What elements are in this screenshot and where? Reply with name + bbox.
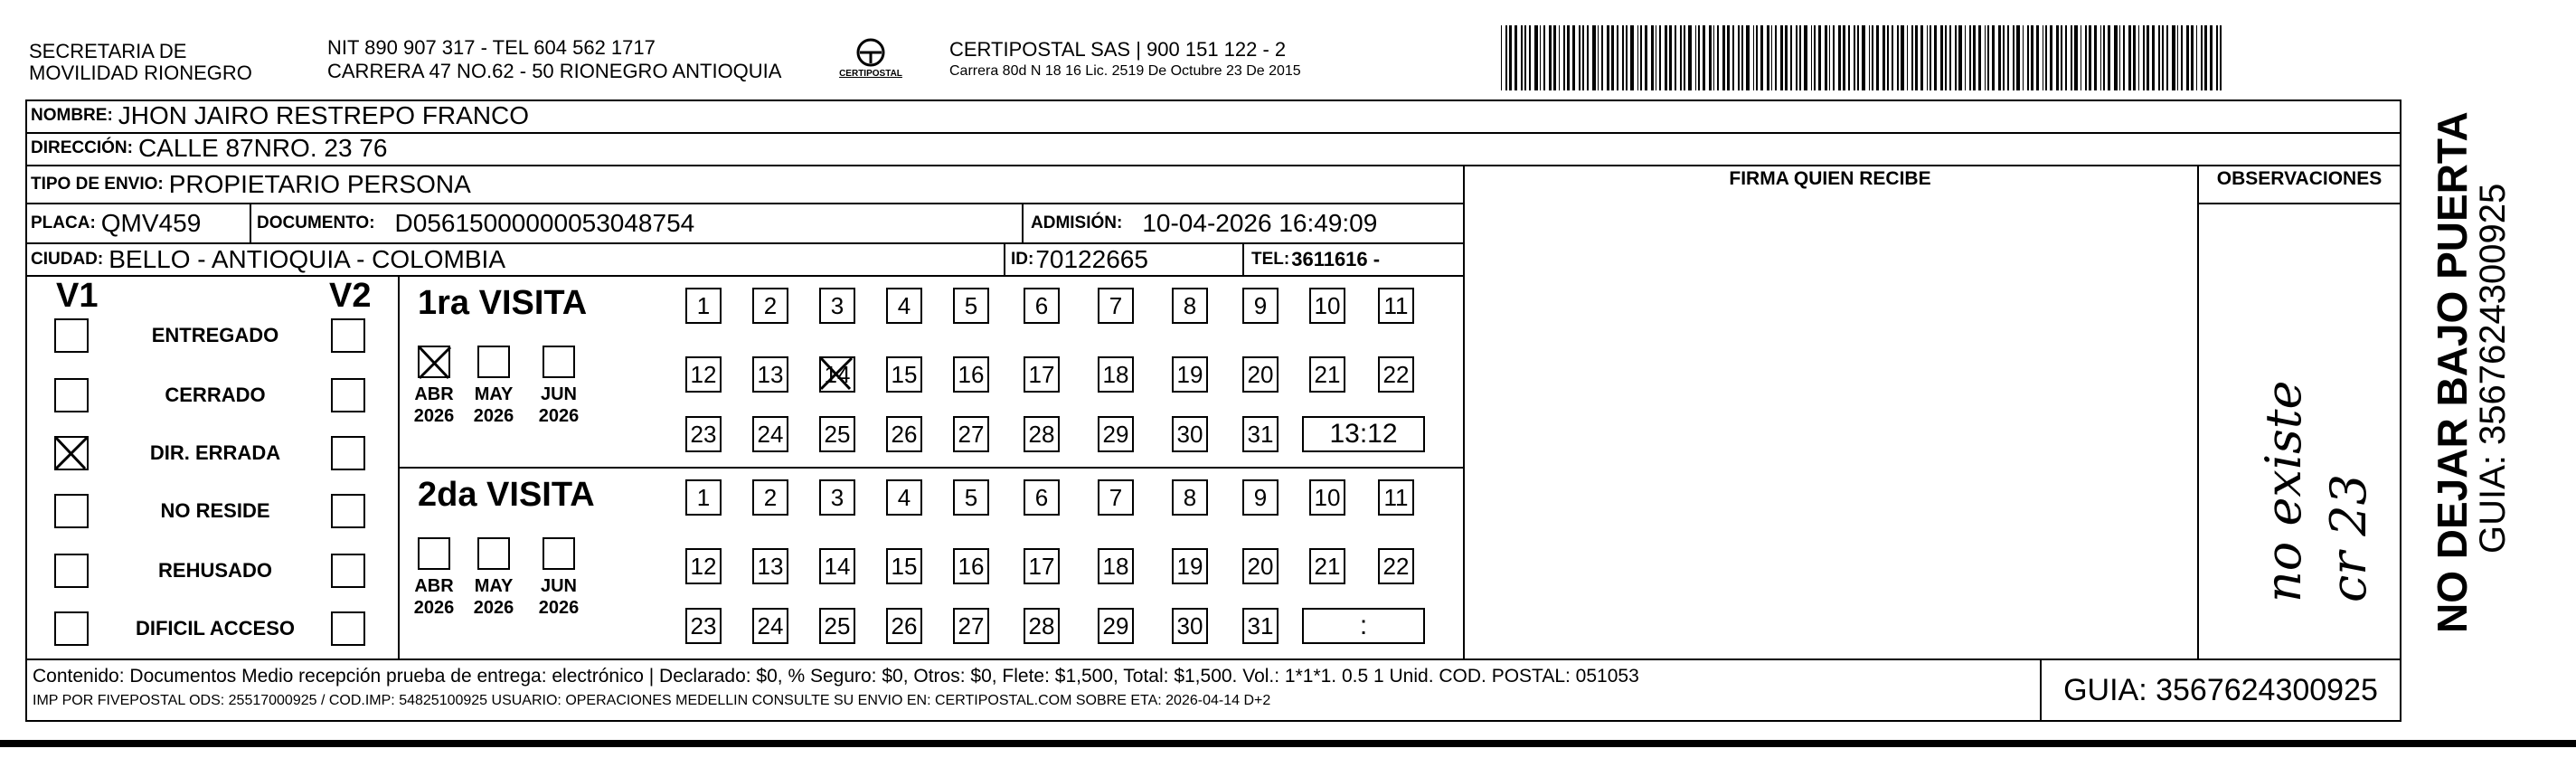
day-box[interactable]: 15 (886, 356, 922, 393)
day-box[interactable]: 30 (1172, 416, 1208, 452)
admision-label: ADMISIÓN: (1031, 213, 1123, 232)
day-box[interactable]: 28 (1024, 416, 1060, 452)
v2-checkbox[interactable] (331, 611, 365, 646)
day-box[interactable]: 24 (752, 416, 788, 452)
placa-value: QMV459 (100, 209, 202, 237)
day-box[interactable]: 5 (953, 479, 989, 516)
ciudad-label: CIUDAD: (31, 250, 104, 269)
v1-checkbox[interactable] (54, 494, 89, 528)
day-box[interactable]: 15 (886, 548, 922, 584)
month-checkbox[interactable] (418, 346, 450, 378)
address-line: CARRERA 47 NO.62 - 50 RIONEGRO ANTIOQUIA (327, 60, 782, 82)
status-label: CERRADO (165, 384, 266, 406)
month-label: MAY (474, 576, 514, 596)
day-box[interactable]: 1 (685, 479, 722, 516)
day-box[interactable]: 4 (886, 288, 922, 324)
day-box[interactable]: 29 (1098, 608, 1134, 644)
day-box[interactable]: 24 (752, 608, 788, 644)
month-label: JUN (540, 384, 577, 404)
day-box[interactable]: 6 (1024, 288, 1060, 324)
day-box[interactable]: 7 (1098, 479, 1134, 516)
firma-area[interactable] (1465, 204, 2195, 657)
tipo-envio-value: PROPIETARIO PERSONA (168, 170, 471, 198)
day-box[interactable]: 17 (1024, 548, 1060, 584)
day-box[interactable]: 31 (1242, 608, 1279, 644)
day-box[interactable]: 10 (1309, 479, 1345, 516)
month-label: JUN (540, 576, 577, 596)
documento-label: DOCUMENTO: (257, 213, 375, 232)
tel-value: 3611616 - (1291, 248, 1381, 270)
year-label: 2026 (413, 406, 455, 426)
day-box[interactable]: 19 (1172, 356, 1208, 393)
day-box[interactable]: 2 (752, 288, 788, 324)
month-label: MAY (474, 384, 514, 404)
day-box[interactable]: 20 (1242, 548, 1279, 584)
day-box[interactable]: 30 (1172, 608, 1208, 644)
year-label: 2026 (538, 598, 580, 618)
day-box[interactable]: 23 (685, 608, 722, 644)
observation-line-2: cr 23 (2320, 474, 2377, 602)
day-box[interactable]: 26 (886, 416, 922, 452)
month-label: ABR (414, 576, 454, 596)
v1-checkbox[interactable] (54, 611, 89, 646)
tel-label: TEL: (1251, 250, 1290, 269)
day-box[interactable]: 2 (752, 479, 788, 516)
logo-text: CERTIPOSTAL (839, 69, 902, 79)
v2-checkbox[interactable] (331, 494, 365, 528)
month-checkbox[interactable] (477, 346, 510, 378)
day-box[interactable]: 9 (1242, 288, 1279, 324)
observaciones-heading: OBSERVACIONES (2216, 168, 2383, 189)
day-box[interactable]: 29 (1098, 416, 1134, 452)
day-box[interactable]: 6 (1024, 479, 1060, 516)
footer-imp: IMP POR FIVEPOSTAL ODS: 25517000925 / COD.IMP: 54825100925 USUARIO: OPERACIONES MEDELLIN CONSULTE SU ENVIO EN: CERTIPOSTAL.COM SOBRE ETA: 2026-04-14 D+2 (33, 693, 1271, 708)
month-checkbox[interactable] (543, 537, 575, 570)
day-box[interactable]: 31 (1242, 416, 1279, 452)
year-label: 2026 (473, 406, 514, 426)
day-box[interactable]: 23 (685, 416, 722, 452)
barcode (1501, 25, 2224, 90)
v2-checkbox[interactable] (331, 378, 365, 412)
v1-checkbox[interactable] (54, 318, 89, 353)
day-box[interactable]: 18 (1098, 356, 1134, 393)
day-box[interactable]: 14 (819, 548, 855, 584)
firma-heading: FIRMA QUIEN RECIBE (1729, 168, 1931, 189)
day-box[interactable]: 27 (953, 608, 989, 644)
day-box[interactable]: 9 (1242, 479, 1279, 516)
nombre-value: JHON JAIRO RESTREPO FRANCO (118, 101, 530, 129)
day-box[interactable]: 25 (819, 416, 855, 452)
day-box[interactable]: 18 (1098, 548, 1134, 584)
month-checkbox[interactable] (418, 537, 450, 570)
year-label: 2026 (473, 598, 514, 618)
observations-handwriting (2199, 204, 2400, 657)
day-box[interactable]: 28 (1024, 608, 1060, 644)
day-box[interactable]: 5 (953, 288, 989, 324)
visit-title: 2da VISITA (418, 476, 595, 514)
v2-checkbox[interactable] (331, 318, 365, 353)
footer-contenido: Contenido: Documentos Medio recepción prueba de entrega: electrónico | Declarado: $0, % Seguro: $0, Otros: $0, Flete: $1,500, Total: $1,500. Vol.: 1*1*1. 0.5 1 Unid. COD. POSTAL: 051053 (33, 666, 1639, 687)
status-label: NO RESIDE (160, 499, 270, 522)
direccion-label: DIRECCIÓN: (31, 138, 133, 157)
status-label: ENTREGADO (151, 324, 279, 346)
carrier-line2: Carrera 80d N 18 16 Lic. 2519 De Octubre 23 De 2015 (949, 63, 1301, 79)
day-box[interactable]: 11 (1378, 479, 1414, 516)
month-label: ABR (414, 384, 454, 404)
year-label: 2026 (413, 598, 455, 618)
day-box[interactable]: 22 (1378, 548, 1414, 584)
day-box[interactable]: 14 (819, 356, 855, 393)
admision-value: 10-04-2026 16:49:09 (1142, 209, 1378, 237)
v2-checkbox[interactable] (331, 554, 365, 588)
nombre-label: NOMBRE: (31, 106, 113, 125)
status-label: DIFICIL ACCESO (135, 617, 295, 640)
month-checkbox[interactable] (543, 346, 575, 378)
day-box[interactable]: 21 (1309, 356, 1345, 393)
v1-checkbox[interactable] (54, 436, 89, 470)
day-box[interactable]: 27 (953, 416, 989, 452)
day-box[interactable]: 7 (1098, 288, 1134, 324)
day-box[interactable]: 10 (1309, 288, 1345, 324)
visit-title: 1ra VISITA (418, 284, 588, 322)
id-label: ID: (1011, 250, 1034, 269)
org-name-line1: SECRETARIA DE (29, 40, 187, 62)
v1-heading: V1 (56, 277, 99, 315)
day-box[interactable]: 12 (685, 548, 722, 584)
day-box[interactable]: 19 (1172, 548, 1208, 584)
day-box[interactable]: 8 (1172, 288, 1208, 324)
status-label: DIR. ERRADA (149, 441, 281, 464)
day-box[interactable]: 8 (1172, 479, 1208, 516)
ciudad-value: BELLO - ANTIOQUIA - COLOMBIA (109, 245, 505, 273)
documento-value: D05615000000053048754 (394, 209, 695, 237)
day-box[interactable]: 26 (886, 608, 922, 644)
day-box[interactable]: 13 (752, 548, 788, 584)
nit-line: NIT 890 907 317 - TEL 604 562 1717 (327, 36, 656, 59)
day-box[interactable]: 1 (685, 288, 722, 324)
day-box[interactable]: 12 (685, 356, 722, 393)
placa-label: PLACA: (31, 213, 96, 232)
day-box[interactable]: 3 (819, 479, 855, 516)
day-box[interactable]: 13 (752, 356, 788, 393)
day-box[interactable]: 16 (953, 356, 989, 393)
day-box[interactable]: 11 (1378, 288, 1414, 324)
no-dejar-bajo-puerta: NO DEJAR BAJO PUERTA (2429, 111, 2476, 633)
day-box[interactable]: 21 (1309, 548, 1345, 584)
status-label: REHUSADO (158, 559, 272, 582)
v1-checkbox[interactable] (54, 554, 89, 588)
visit-time[interactable]: 13:12 (1302, 416, 1425, 452)
org-name-line2: MOVILIDAD RIONEGRO (29, 62, 252, 84)
v2-heading: V2 (329, 277, 372, 315)
carrier-line1: CERTIPOSTAL SAS | 900 151 122 - 2 (949, 38, 1287, 61)
day-box[interactable]: 22 (1378, 356, 1414, 393)
tipo-envio-label: TIPO DE ENVIO: (31, 175, 164, 194)
month-checkbox[interactable] (477, 537, 510, 570)
day-box[interactable]: 17 (1024, 356, 1060, 393)
day-box[interactable]: 3 (819, 288, 855, 324)
direccion-value: CALLE 87NRO. 23 76 (137, 134, 388, 162)
side-guia: GUIA: 3567624300925 (2473, 183, 2513, 554)
observation-line-1: no existe (2255, 380, 2312, 602)
day-box[interactable]: 4 (886, 479, 922, 516)
visit-time[interactable]: : (1302, 608, 1425, 644)
day-box[interactable]: 16 (953, 548, 989, 584)
id-value: 70122665 (1035, 245, 1148, 273)
certipostal-logo (830, 34, 911, 85)
footer-guia: GUIA: 3567624300925 (2063, 672, 2378, 707)
bottom-rule (0, 740, 2576, 747)
v2-checkbox[interactable] (331, 436, 365, 470)
day-box[interactable]: 20 (1242, 356, 1279, 393)
v1-checkbox[interactable] (54, 378, 89, 412)
year-label: 2026 (538, 406, 580, 426)
day-box[interactable]: 25 (819, 608, 855, 644)
